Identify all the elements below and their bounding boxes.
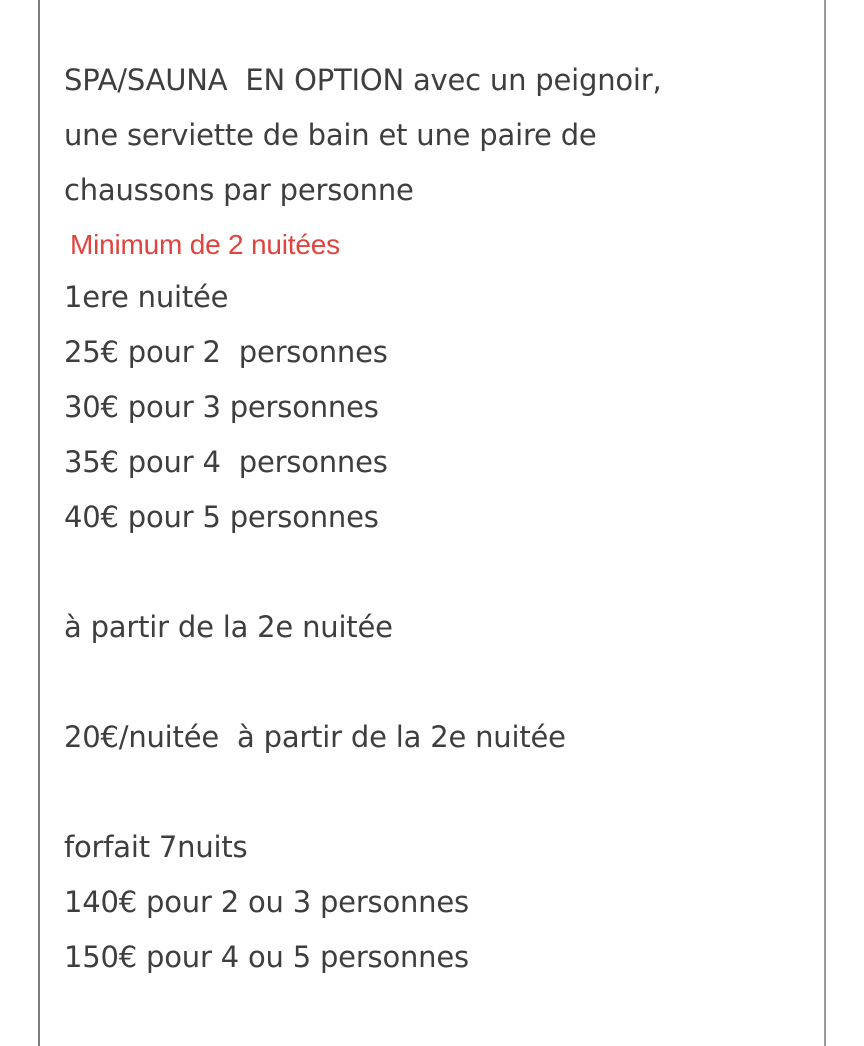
spacer xyxy=(64,552,804,607)
intro-line: une serviette de bain et une paire de xyxy=(64,118,597,152)
weekly-package-price: 150€ pour 4 ou 5 personnes xyxy=(64,940,469,974)
spacer xyxy=(64,772,804,827)
spacer xyxy=(64,662,804,717)
intro-line: chaussons par personne xyxy=(64,173,414,207)
intro-line: SPA/SAUNA EN OPTION avec un peignoir, xyxy=(64,63,662,97)
spa-pricing-text xyxy=(64,60,804,992)
weekly-package-price: 140€ pour 2 ou 3 personnes xyxy=(64,885,469,919)
weekly-package-heading: forfait 7nuits xyxy=(64,830,248,864)
second-night-price: 20€/nuitée à partir de la 2e nuitée xyxy=(64,720,566,754)
first-night-price: 25€ pour 2 personnes xyxy=(64,335,388,369)
first-night-price: 40€ pour 5 personnes xyxy=(64,500,379,534)
second-night-heading: à partir de la 2e nuitée xyxy=(64,610,402,644)
first-night-price: 30€ pour 3 personnes xyxy=(64,390,379,424)
minimum-nights-notice: Minimum de 2 nuitées xyxy=(70,229,340,260)
first-night-heading: 1ere nuitée xyxy=(64,280,238,314)
first-night-price: 35€ pour 4 personnes xyxy=(64,445,388,479)
